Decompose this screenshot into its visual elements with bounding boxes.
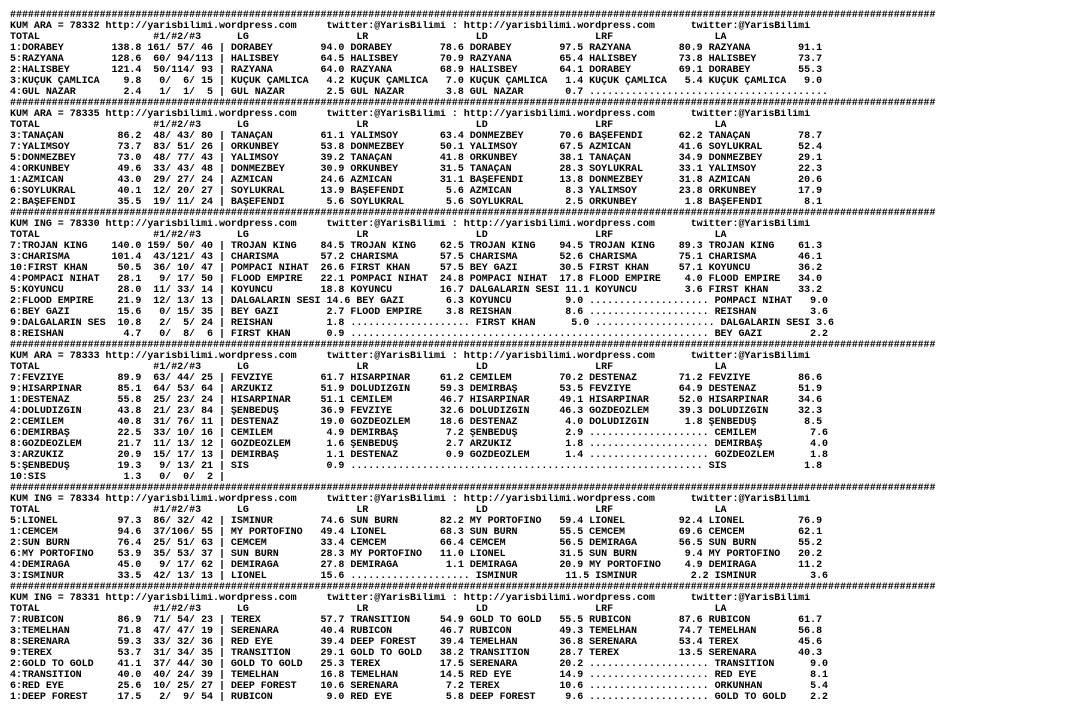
separator-line: ########################################################################################################################################################### [10, 10, 936, 21]
result-row: 6:MY PORTOFİNO 53.9 35/ 53/ 37 | SUN BURN 28.3 MY PORTOFİNO 11.0 LIONEL 31.5 SUN BURN 9.4 MY PORTOFİNO 20.2 [10, 549, 823, 560]
result-row: 4:DOLUDİZGİN 43.8 21/ 23/ 84 | ŞENBEDÜŞ 36.9 FEVZİYE 32.6 DOLUDİZGİN 46.3 GÖZDEÖZLEM 39.3 DOLUDİZGİN 32.3 [10, 406, 823, 417]
result-row: 3:CHARISMA 101.4 43/121/ 43 | CHARISMA 57.2 CHARISMA 57.5 CHARISMA 52.6 CHARISMA 75.1 CHARISMA 46.1 [10, 252, 823, 263]
result-row: 10:SİS 1.3 0/ 0/ 2 | [10, 472, 225, 483]
result-row: 2:HALISBEY 121.4 50/114/ 93 | RAZYANA 64.0 RAZYANA 68.9 HALISBEY 64.1 DORABEY 69.1 DORABEY 55.3 [10, 65, 823, 76]
result-row: 3:TEMELHAN 71.8 47/ 47/ 19 | SERENARA 40.4 RUBICON 46.7 RUBICON 49.3 TEMELHAN 74.7 TEMELHAN 56.8 [10, 626, 823, 637]
result-row: 4:DEMİRAĞA 45.0 9/ 17/ 62 | DEMİRAĞA 27.8 DEMİRAĞA 1.1 DEMİRAĞA 20.9 MY PORTOFİNO 4.9 DEMİRAĞA 11.2 [10, 560, 823, 571]
result-row: 5:KOYUNCU 28.0 11/ 33/ 14 | KOYUNCU 18.8 KOYUNCU 16.7 DALGALARIN SESİ 11.1 KOYUNCU 3.6 FIRST KHAN 33.2 [10, 285, 823, 296]
result-row: 6:RED EYE 25.6 10/ 25/ 27 | DEEP FOREST 10.6 SERENARA 7.2 TEREX 10.6 .................... ORKUNHAN 5.4 [10, 681, 829, 692]
column-header-line: TOTAL #1/#2/#3 LG LR LD LRF LA [10, 505, 727, 516]
column-header-line: TOTAL #1/#2/#3 LG LR LD LRF LA [10, 362, 727, 373]
race-header-line: KUM ARA = 78332 http://yarisbilimi.wordpress.com twitter:@YarisBilimi : http://yarisbilimi.wordpress.com twitter:@YarisBilimi [10, 21, 811, 32]
result-row: 5:LIONEL 97.3 86/ 32/ 42 | İSMİNUR 74.6 SUN BURN 82.2 MY PORTOFİNO 59.4 LIONEL 92.4 LIONEL 76.9 [10, 516, 823, 527]
result-row: 3:İSMİNUR 33.5 42/ 13/ 13 | LIONEL 15.6 .................... İSMİNUR 11.5 İSMİNUR 2.2 İSMİNUR 3.6 [10, 571, 829, 582]
result-row: 6:DEMİRBAŞ 22.5 33/ 10/ 16 | CEMİLEM 4.9 DEMİRBAŞ 7.2 ŞENBEDÜŞ 2.9 .................... CEMİLEM 7.6 [10, 428, 829, 439]
result-row: 4:POMPACI NİHAT 28.1 9/ 17/ 50 | FLOOD EMPIRE 22.1 POMPACI NİHAT 24.8 POMPACI NİHAT 17.8 FLOOD EMPIRE 4.0 FLOOD EMPIRE 34.0 [10, 274, 823, 285]
column-header-line: TOTAL #1/#2/#3 LG LR LD LRF LA [10, 32, 727, 43]
result-row: 9:TEREX 53.7 31/ 34/ 35 | TRANSITION 29.1 GOLD TO GOLD 38.2 TRANSITION 28.7 TEREX 13.5 SERENARA 40.3 [10, 648, 823, 659]
column-header-line: TOTAL #1/#2/#3 LG LR LD LRF LA [10, 120, 727, 131]
result-row: 7:FEVZİYE 89.9 63/ 44/ 25 | FEVZİYE 61.7 HİSARPINAR 61.2 CEMİLEM 70.2 DESTENAZ 71.2 FEVZİYE 86.6 [10, 373, 823, 384]
result-row: 2:BAŞEFENDİ 35.5 19/ 11/ 24 | BAŞEFENDİ 5.6 SOYLUKRAL 5.6 SOYLUKRAL 2.5 ORKUNBEY 1.8 BAŞEFENDİ 8.1 [10, 197, 823, 208]
race-analysis-printout [10, 10, 1077, 710]
separator-line: ########################################################################################################################################################### [10, 208, 936, 219]
race-header-line: KUM ARA = 78335 http://yarisbilimi.wordpress.com twitter:@YarisBilimi : http://yarisbilimi.wordpress.com twitter:@YarisBilimi [10, 109, 811, 120]
result-row: 3:KÜÇÜK ÇAMLICA 9.8 0/ 6/ 15 | KÜÇÜK ÇAMLICA 4.2 KÜÇÜK ÇAMLICA 7.0 KÜÇÜK ÇAMLICA 1.4 KÜÇÜK ÇAMLICA 5.4 KÜÇÜK ÇAMLICA 9.0 [10, 76, 823, 87]
column-header-line: TOTAL #1/#2/#3 LG LR LD LRF LA [10, 230, 727, 241]
result-row: 3:ARZUKIZ 20.9 15/ 17/ 13 | DEMİRBAŞ 1.1 DESTENAZ 0.9 GÖZDEÖZLEM 1.4 .................... GÖZDEÖZLEM 1.8 [10, 450, 829, 461]
race-header-line: KUM ING = 78330 http://yarisbilimi.wordpress.com twitter:@YarisBilimi : http://yarisbilimi.wordpress.com twitter:@YarisBilimi [10, 219, 811, 230]
result-row: 7:RUBICON 86.9 71/ 54/ 23 | TEREX 57.7 TRANSITION 54.9 GOLD TO GOLD 55.5 RUBICON 87.6 RUBICON 61.7 [10, 615, 823, 626]
result-row: 2:SUN BURN 76.4 25/ 51/ 63 | CEMCEM 33.4 CEMCEM 66.4 CEMCEM 56.5 DEMİRAĞA 56.5 SUN BURN 55.2 [10, 538, 823, 549]
result-row: 1:DORABEY 138.8 161/ 57/ 46 | DORABEY 94.0 DORABEY 78.6 DORABEY 97.5 RAZYANA 80.9 RAZYANA 91.1 [10, 43, 823, 54]
result-row: 8:SERENARA 59.3 33/ 32/ 36 | RED EYE 39.4 DEEP FOREST 39.4 TEMELHAN 36.8 SERENARA 53.4 TEREX 45.6 [10, 637, 823, 648]
separator-line: ########################################################################################################################################################### [10, 483, 936, 494]
separator-line: ########################################################################################################################################################### [10, 98, 936, 109]
result-row: 2:FLOOD EMPIRE 21.9 12/ 13/ 13 | DALGALARIN SESİ 14.6 BEY GAZİ 6.3 KOYUNCU 9.0 .................... POMPACI NİHAT 9.0 [10, 296, 829, 307]
result-row: 5:ŞENBEDÜŞ 19.3 9/ 13/ 21 | SİS 0.9 ........................................................... SİS 1.8 [10, 461, 823, 472]
column-header-line: TOTAL #1/#2/#3 LG LR LD LRF LA [10, 604, 727, 615]
separator-line: ########################################################################################################################################################### [10, 340, 936, 351]
result-row: 5:RAZYANA 128.6 60/ 94/113 | HALISBEY 64.5 HALISBEY 70.9 RAZYANA 65.4 HALISBEY 73.8 HALISBEY 73.7 [10, 54, 823, 65]
result-row: 9:DALGALARIN SES 10.8 2/ 5/ 24 | REİSHAN 1.8 .................... FIRST KHAN 5.0 .................... DALGALARIN SESİ 3.6 [10, 318, 834, 329]
result-row: 10:FIRST KHAN 50.5 36/ 10/ 47 | POMPACI NİHAT 26.6 FIRST KHAN 57.5 BEY GAZİ 30.5 FIRST KHAN 57.1 KOYUNCU 36.2 [10, 263, 823, 274]
result-row: 1:DESTENAZ 55.8 25/ 23/ 24 | HİSARPINAR 51.1 CEMİLEM 46.7 HİSARPINAR 49.1 HİSARPINAR 52.0 HİSARPINAR 34.6 [10, 395, 823, 406]
result-row: 9:HİSARPINAR 85.1 64/ 53/ 64 | ARZUKIZ 51.9 DOLUDİZGİN 59.3 DEMİRBAŞ 53.5 FEVZİYE 64.9 DESTENAZ 51.9 [10, 384, 823, 395]
result-row: 2:CEMİLEM 40.8 31/ 76/ 11 | DESTENAZ 19.0 GÖZDEÖZLEM 18.6 DESTENAZ 4.0 DOLUDİZGİN 1.8 ŞENBEDÜŞ 8.5 [10, 417, 823, 428]
result-row: 8:GÖZDEÖZLEM 21.7 11/ 13/ 12 | GÖZDEÖZLEM 1.6 ŞENBEDÜŞ 2.7 ARZUKIZ 1.8 .................... DEMİRBAŞ 4.0 [10, 439, 829, 450]
result-row: 4:TRANSITION 40.0 40/ 24/ 39 | TEMELHAN 16.8 TEMELHAN 14.5 RED EYE 14.9 .................... RED EYE 8.1 [10, 670, 829, 681]
result-row: 6:SOYLUKRAL 40.1 12/ 20/ 27 | SOYLUKRAL 13.9 BAŞEFENDİ 5.6 AZMİCAN 8.3 YALIMSOY 23.8 ORKUNBEY 17.9 [10, 186, 823, 197]
result-row: 8:REİSHAN 4.7 0/ 8/ 6 | FIRST KHAN 0.9 ............................................................ BEY GAZİ 2.2 [10, 329, 829, 340]
race-header-line: KUM ING = 78334 http://yarisbilimi.wordpress.com twitter:@YarisBilimi : http://yarisbilimi.wordpress.com twitter:@YarisBilimi [10, 494, 811, 505]
result-row: 6:BEY GAZİ 15.6 0/ 15/ 35 | BEY GAZİ 2.7 FLOOD EMPIRE 3.8 REİSHAN 8.6 .................... REİSHAN 3.6 [10, 307, 829, 318]
result-row: 7:TROJAN KING 140.0 159/ 50/ 40 | TROJAN KING 84.5 TROJAN KING 62.5 TROJAN KING 94.5 TROJAN KING 89.3 TROJAN KING 61.3 [10, 241, 823, 252]
result-row: 2:GOLD TO GOLD 41.1 37/ 44/ 30 | GOLD TO GOLD 25.3 TEREX 17.5 SERENARA 20.2 .................... TRANSITION 9.0 [10, 659, 829, 670]
result-row: 3:TANAÇAN 86.2 48/ 43/ 80 | TANAÇAN 61.1 YALIMSOY 63.4 DÖNMEZBEY 70.6 BAŞEFENDİ 62.2 TANAÇAN 78.7 [10, 131, 823, 142]
result-row: 1:AZMİCAN 43.0 29/ 27/ 24 | AZMİCAN 24.6 AZMİCAN 31.1 BAŞEFENDİ 13.8 DÖNMEZBEY 31.8 AZMİCAN 20.6 [10, 175, 823, 186]
result-row: 7:YALIMSOY 73.7 83/ 51/ 26 | ORKUNBEY 53.8 DÖNMEZBEY 50.1 YALIMSOY 67.5 AZMİCAN 41.6 SOYLUKRAL 52.4 [10, 142, 823, 153]
result-row: 4:ORKUNBEY 49.6 33/ 43/ 48 | DÖNMEZBEY 30.9 ORKUNBEY 31.5 TANAÇAN 28.3 SOYLUKRAL 33.1 YALIMSOY 22.3 [10, 164, 823, 175]
result-row: 1:CEMCEM 94.6 37/106/ 55 | MY PORTOFİNO 49.4 LIONEL 68.3 SUN BURN 55.5 CEMCEM 69.6 CEMCEM 62.1 [10, 527, 823, 538]
result-row: 5:DÖNMEZBEY 73.0 48/ 77/ 43 | YALIMSOY 39.2 TANAÇAN 41.8 ORKUNBEY 38.1 TANAÇAN 34.9 DÖNMEZBEY 29.1 [10, 153, 823, 164]
race-header-line: KUM ING = 78331 http://yarisbilimi.wordpress.com twitter:@YarisBilimi : http://yarisbilimi.wordpress.com twitter:@YarisBilimi [10, 593, 811, 604]
separator-line: ########################################################################################################################################################### [10, 582, 936, 593]
result-row: 1:DEEP FOREST 17.5 2/ 9/ 54 | RUBICON 9.0 RED EYE 5.8 DEEP FOREST 9.6 .................... GOLD TO GOLD 2.2 [10, 692, 829, 703]
race-header-line: KUM ARA = 78333 http://yarisbilimi.wordpress.com twitter:@YarisBilimi : http://yarisbilimi.wordpress.com twitter:@YarisBilimi [10, 351, 811, 362]
result-row: 4:GÜL NAZAR 2.4 1/ 1/ 5 | GÜL NAZAR 2.5 GÜL NAZAR 3.8 GÜL NAZAR 0.7 ........................................ [10, 87, 829, 98]
